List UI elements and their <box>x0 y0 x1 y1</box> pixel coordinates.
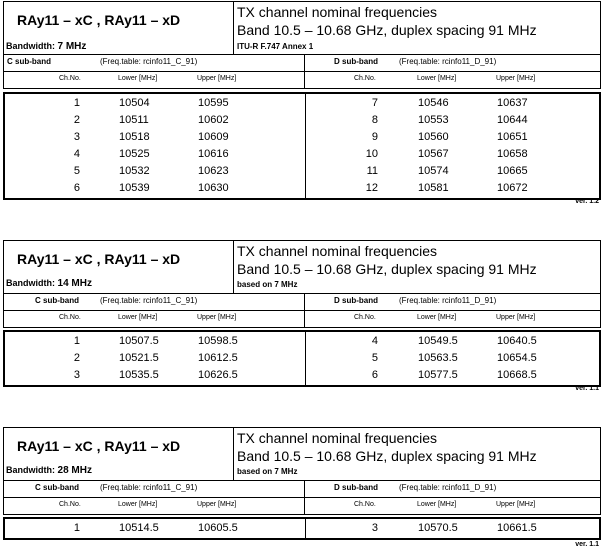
c-ch-no: 2 <box>73 114 80 126</box>
c-subband-label: C sub-band <box>7 57 51 66</box>
c-upper: 10616 <box>198 148 229 160</box>
divider <box>4 497 600 498</box>
col-header-upper: Upper [MHz] <box>197 314 237 321</box>
heading-line-2: Band 10.5 – 10.68 GHz, duplex spacing 91 MHz <box>237 22 537 38</box>
c-upper: 10605.5 <box>198 522 238 534</box>
d-lower: 10567 <box>418 148 449 160</box>
d-ch-no: 11 <box>366 165 378 177</box>
c-ch-no: 3 <box>73 369 80 381</box>
c-upper: 10626.5 <box>198 369 238 381</box>
table-row <box>5 129 599 146</box>
d-ch-no: 12 <box>365 182 378 194</box>
c-upper: 10623 <box>198 165 229 177</box>
col-header-ch: Ch.No. <box>59 75 81 82</box>
subband-header <box>3 55 601 89</box>
c-lower: 10539 <box>119 182 150 194</box>
c-ch-no: 5 <box>73 165 80 177</box>
d-freq-table: (Freq.table: rcinfo11_D_91) <box>399 57 497 66</box>
header-divider <box>233 241 234 293</box>
table-row <box>5 350 599 367</box>
channel-table <box>3 330 601 387</box>
c-lower: 10507.5 <box>119 335 159 347</box>
heading-note: based on 7 MHz <box>237 280 298 289</box>
d-ch-no: 7 <box>371 97 378 109</box>
product-title: RAy11 – xC , RAy11 – xD <box>17 438 181 454</box>
block-header <box>3 240 601 294</box>
table-row <box>5 95 599 112</box>
c-subband-label: C sub-band <box>35 483 79 492</box>
d-ch-no: 5 <box>371 352 378 364</box>
d-upper: 10672 <box>497 182 528 194</box>
c-upper: 10602 <box>198 114 229 126</box>
block-28mhz <box>3 427 601 540</box>
column-divider <box>304 481 305 514</box>
bandwidth-value: 28 MHz <box>57 465 92 476</box>
heading-line-1: TX channel nominal frequencies <box>237 243 438 259</box>
c-upper: 10598.5 <box>198 335 238 347</box>
table-row <box>5 163 599 180</box>
d-lower: 10560 <box>418 131 449 143</box>
c-upper: 10630 <box>198 182 229 194</box>
table-row <box>5 520 599 537</box>
heading-line-2: Band 10.5 – 10.68 GHz, duplex spacing 91 MHz <box>237 448 537 464</box>
channel-table <box>3 92 601 200</box>
divider <box>4 71 600 72</box>
d-lower: 10563.5 <box>418 352 458 364</box>
c-lower: 10511 <box>119 114 149 126</box>
heading-line-1: TX channel nominal frequencies <box>237 430 438 446</box>
col-header-upper: Upper [MHz] <box>197 501 237 508</box>
d-subband-label: D sub-band <box>334 483 378 492</box>
col-header-upper: Upper [MHz] <box>496 314 536 321</box>
col-header-upper: Upper [MHz] <box>197 75 237 82</box>
c-upper: 10612.5 <box>198 352 238 364</box>
d-lower: 10570.5 <box>418 522 458 534</box>
heading-note: ITU-R F.747 Annex 1 <box>237 42 314 51</box>
product-title: RAy11 – xC , RAy11 – xD <box>17 12 181 28</box>
d-lower: 10553 <box>418 114 449 126</box>
d-upper: 10658 <box>497 148 528 160</box>
d-lower: 10581 <box>418 182 449 194</box>
c-upper: 10595 <box>198 97 229 109</box>
product-title: RAy11 – xC , RAy11 – xD <box>17 251 181 267</box>
d-ch-no: 3 <box>371 522 378 534</box>
c-lower: 10514.5 <box>119 522 159 534</box>
col-header-lower: Lower [MHz] <box>118 75 158 82</box>
heading-line-1: TX channel nominal frequencies <box>237 4 438 20</box>
version-label: ver. 1.1 <box>575 385 599 392</box>
heading-note: based on 7 MHz <box>237 467 298 476</box>
d-upper: 10640.5 <box>497 335 537 347</box>
channel-table <box>3 517 601 540</box>
column-divider <box>304 294 305 327</box>
col-header-upper: Upper [MHz] <box>496 501 536 508</box>
table-row <box>5 180 599 197</box>
c-ch-no: 1 <box>73 335 80 347</box>
subband-header <box>3 294 601 328</box>
d-lower: 10549.5 <box>418 335 458 347</box>
heading-line-2: Band 10.5 – 10.68 GHz, duplex spacing 91 MHz <box>237 261 537 277</box>
col-header-lower: Lower [MHz] <box>417 75 457 82</box>
bandwidth-label: Bandwidth: <box>6 465 55 475</box>
c-lower: 10535.5 <box>119 369 159 381</box>
col-header-lower: Lower [MHz] <box>118 314 158 321</box>
table-row <box>5 333 599 350</box>
d-ch-no: 8 <box>371 114 378 126</box>
col-header-lower: Lower [MHz] <box>417 314 457 321</box>
d-lower: 10546 <box>418 97 449 109</box>
c-lower: 10525 <box>119 148 150 160</box>
col-header-lower: Lower [MHz] <box>118 501 158 508</box>
c-upper: 10609 <box>198 131 229 143</box>
col-header-ch: Ch.No. <box>354 314 376 321</box>
c-ch-no: 6 <box>73 182 80 194</box>
col-header-ch: Ch.No. <box>354 75 376 82</box>
block-7mhz <box>3 1 601 200</box>
bandwidth <box>6 465 92 476</box>
d-upper: 10661.5 <box>497 522 537 534</box>
c-lower: 10504 <box>119 97 150 109</box>
bandwidth <box>6 41 86 52</box>
table-row <box>5 367 599 384</box>
d-freq-table: (Freq.table: rcinfo11_D_91) <box>399 483 497 492</box>
col-header-ch: Ch.No. <box>59 314 81 321</box>
d-lower: 10574 <box>418 165 449 177</box>
d-upper: 10665 <box>497 165 528 177</box>
c-freq-table: (Freq.table: rcinfo11_C_91) <box>100 483 198 492</box>
d-lower: 10577.5 <box>418 369 458 381</box>
c-lower: 10518 <box>119 131 150 143</box>
divider <box>4 310 600 311</box>
d-ch-no: 4 <box>371 335 378 347</box>
d-upper: 10668.5 <box>497 369 537 381</box>
version-label: ver. 1.2 <box>575 198 599 205</box>
c-lower: 10532 <box>119 165 150 177</box>
subband-header <box>3 481 601 515</box>
block-header <box>3 1 601 55</box>
d-upper: 10651 <box>497 131 528 143</box>
version-label: ver. 1.1 <box>575 541 599 548</box>
d-upper: 10637 <box>497 97 528 109</box>
header-divider <box>233 2 234 54</box>
col-header-ch: Ch.No. <box>354 501 376 508</box>
col-header-ch: Ch.No. <box>59 501 81 508</box>
block-header <box>3 427 601 481</box>
bandwidth <box>6 278 92 289</box>
column-divider <box>304 55 305 88</box>
c-ch-no: 4 <box>73 148 80 160</box>
bandwidth-value: 7 MHz <box>57 41 87 52</box>
c-ch-no: 1 <box>73 522 80 534</box>
bandwidth-value: 14 MHz <box>57 278 92 289</box>
col-header-upper: Upper [MHz] <box>496 75 536 82</box>
c-freq-table: (Freq.table: rcinfo11_C_91) <box>100 57 198 66</box>
d-freq-table: (Freq.table: rcinfo11_D_91) <box>399 296 497 305</box>
d-ch-no: 10 <box>365 148 378 160</box>
c-subband-label: C sub-band <box>35 296 79 305</box>
d-subband-label: D sub-band <box>334 57 378 66</box>
c-freq-table: (Freq.table: rcinfo11_C_91) <box>100 296 198 305</box>
table-row <box>5 146 599 163</box>
d-upper: 10644 <box>497 114 528 126</box>
c-ch-no: 2 <box>73 352 80 364</box>
table-row <box>5 112 599 129</box>
d-ch-no: 9 <box>371 131 378 143</box>
d-upper: 10654.5 <box>497 352 537 364</box>
header-divider <box>233 428 234 480</box>
c-ch-no: 3 <box>73 131 80 143</box>
d-ch-no: 6 <box>371 369 378 381</box>
d-subband-label: D sub-band <box>334 296 378 305</box>
bandwidth-label: Bandwidth: <box>6 278 55 288</box>
bandwidth-label: Bandwidth: <box>6 41 55 51</box>
c-ch-no: 1 <box>73 97 80 109</box>
block-14mhz <box>3 240 601 387</box>
c-lower: 10521.5 <box>119 352 159 364</box>
col-header-lower: Lower [MHz] <box>417 501 457 508</box>
